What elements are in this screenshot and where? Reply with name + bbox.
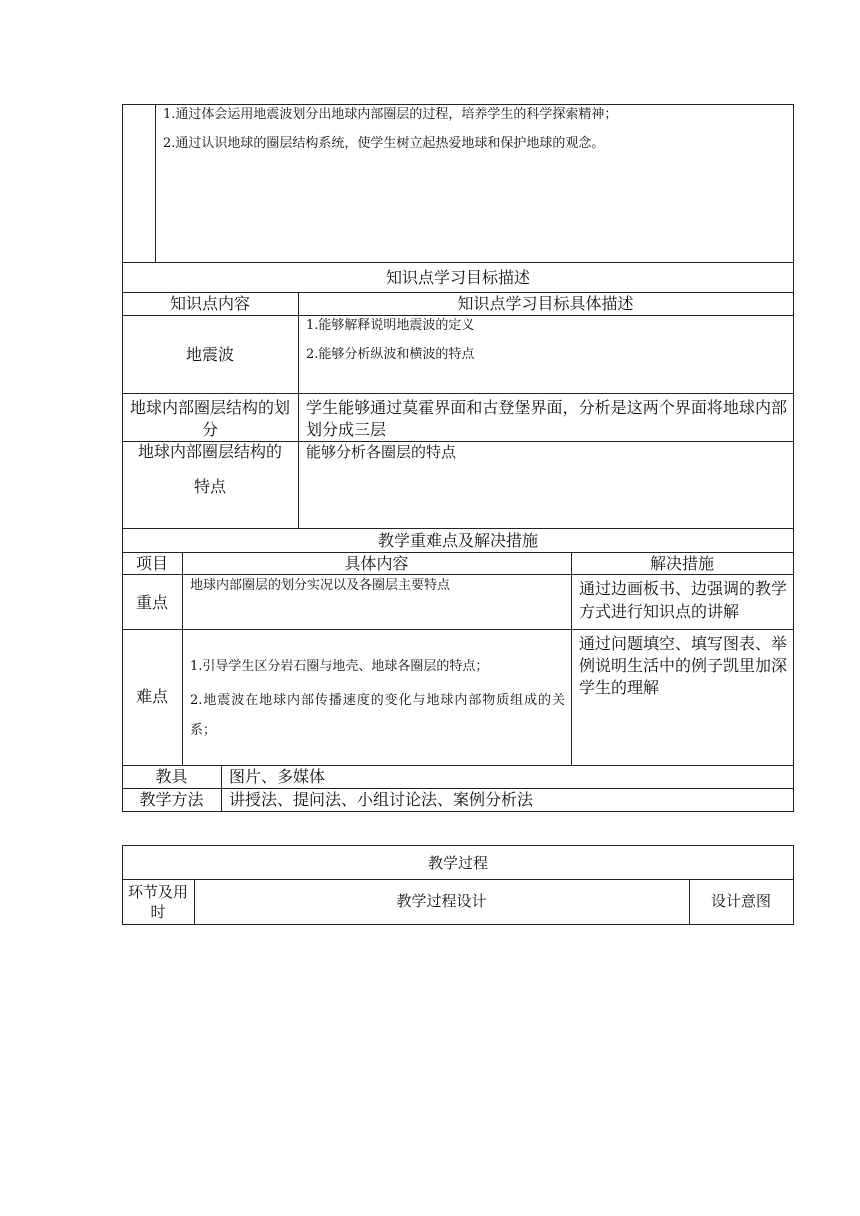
table-border <box>122 552 794 553</box>
key-point-measure: 通过边画板书、边强调的教学方式进行知识点的讲解 <box>579 579 788 621</box>
knowledge-name-seismic-wave: 地震波 <box>185 345 234 364</box>
table-border <box>122 292 794 293</box>
knowledge-name-division: 地球内部圈层结构的划分 <box>129 398 290 439</box>
section-title-difficulty: 教学重难点及解决措施 <box>377 531 538 550</box>
objective-item-2: 2.通过认识地球的圈层结构系统，使学生树立起热爱地球和保护地球的观念。 <box>163 136 605 151</box>
table-border <box>122 879 794 880</box>
table-border <box>122 574 794 575</box>
knowledge-name-features: 地球内部圈层结构的 <box>137 442 282 461</box>
table-border <box>182 552 183 765</box>
column-header-description: 知识点学习目标具体描述 <box>457 294 634 313</box>
column-header-detail: 具体内容 <box>344 554 409 573</box>
table-border <box>221 765 222 811</box>
difficult-point-label: 难点 <box>135 687 168 706</box>
knowledge-name-features-cont: 特点 <box>193 477 226 496</box>
table-border <box>298 292 299 528</box>
column-header-measure: 解决措施 <box>649 554 714 573</box>
section-title-knowledge: 知识点学习目标描述 <box>385 268 530 287</box>
table-border <box>122 315 794 316</box>
knowledge-desc-features: 能够分析各圈层的特点 <box>306 443 457 461</box>
column-header-stage: 环节及用时 <box>128 883 189 921</box>
column-header-item: 项目 <box>135 554 168 573</box>
methods-value: 讲授法、提问法、小组讨论法、案例分析法 <box>229 790 534 809</box>
table-border <box>122 393 794 394</box>
knowledge-desc-line: 1.能够解释说明地震波的定义 <box>306 318 475 333</box>
table-border <box>793 104 794 812</box>
table-border <box>122 788 794 789</box>
table-border <box>571 552 572 765</box>
key-point-content: 地球内部圈层的划分实况以及各圈层主要特点 <box>190 578 451 593</box>
column-header-content: 知识点内容 <box>169 294 250 313</box>
tools-value: 图片、多媒体 <box>229 767 326 786</box>
table-border <box>122 811 794 812</box>
table-border <box>122 528 794 529</box>
objective-item-1: 1.通过体会运用地震波划分出地球内部圈层的过程，培养学生的科学探索精神； <box>163 107 618 122</box>
methods-label: 教学方法 <box>139 790 204 809</box>
difficult-point-content: 1.引导学生区分岩石圈与地壳、地球各圈层的特点； <box>190 659 489 674</box>
process-title: 教学过程 <box>427 854 488 872</box>
difficult-point-measure: 通过问题填空、填写图表、举例说明生活中的例子凯里加深学生的理解 <box>579 634 788 697</box>
knowledge-desc-division: 学生能够通过莫霍界面和古登堡界面，分析是这两个界面将地球内部划分成三层 <box>306 398 787 439</box>
table-border <box>122 845 794 846</box>
tools-label: 教具 <box>155 767 188 786</box>
column-header-intent: 设计意图 <box>710 892 771 910</box>
table-border <box>122 104 794 105</box>
table-border <box>155 104 156 262</box>
table-border <box>122 765 794 766</box>
column-header-design: 教学过程设计 <box>396 892 487 910</box>
knowledge-desc-line: 2.能够分析纵波和横波的特点 <box>306 347 475 362</box>
table-border <box>122 629 794 630</box>
table-border <box>122 262 794 263</box>
key-point-label: 重点 <box>135 593 168 612</box>
table-border <box>122 924 794 925</box>
difficult-point-content: 2.地震波在地球内部传播速度的变化与地球内部物质组成的关系； <box>190 693 565 738</box>
